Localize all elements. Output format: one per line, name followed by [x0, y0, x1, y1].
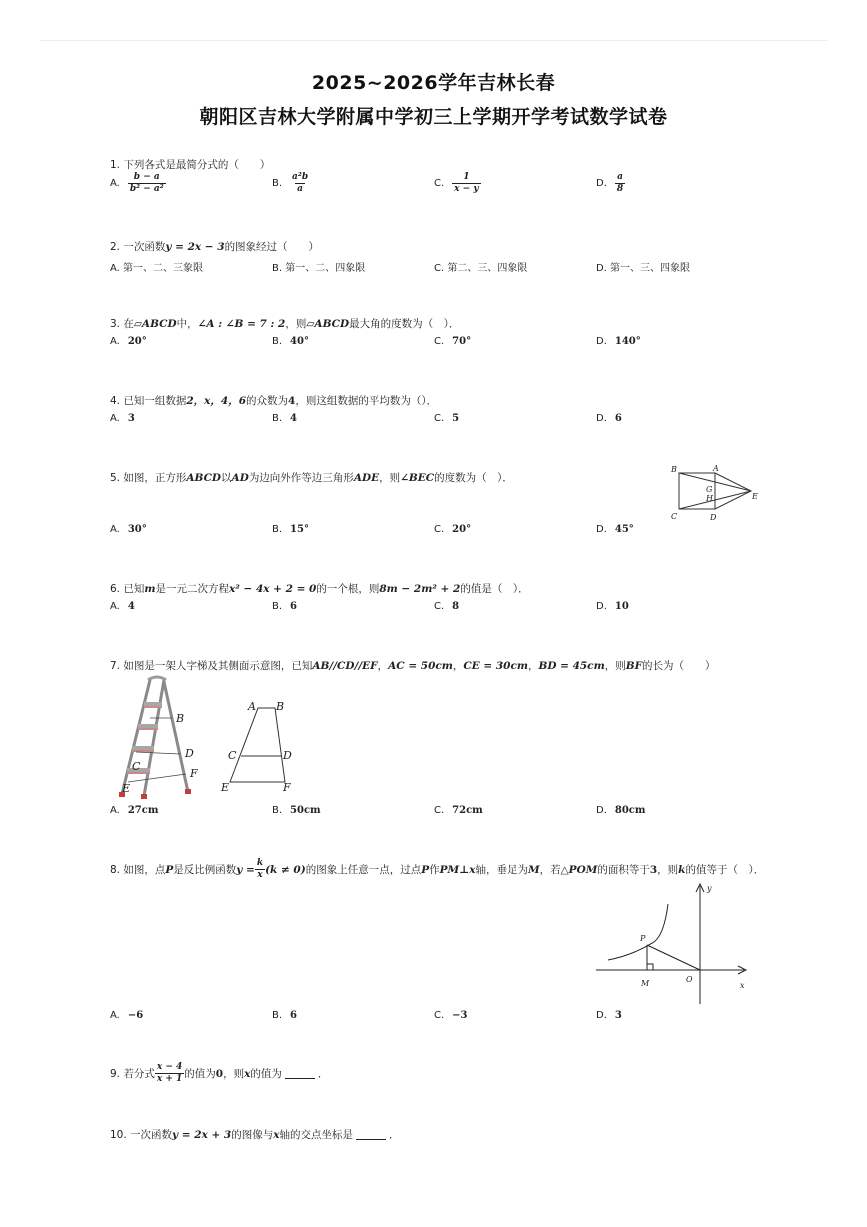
q3-option-b[interactable]: B. 40° [272, 336, 309, 347]
q4-option-a[interactable]: A. 3 [110, 413, 135, 424]
question-5: 5. 如图，正方形ABCD以AD为边向外作等边三角形ADE，则∠BEC的度数为（ ）． [110, 472, 513, 484]
q2-option-c[interactable]: C. 第二、三、四象限 [434, 263, 528, 274]
option-label: D. [596, 178, 607, 189]
q5-option-d[interactable]: D. 45° [596, 524, 634, 535]
label-d: D [710, 513, 717, 522]
q8-option-d[interactable]: D. 3 [596, 1010, 622, 1021]
q8-option-b[interactable]: B. 6 [272, 1010, 298, 1021]
label-b: B [671, 465, 677, 474]
photo-label-c: C [132, 760, 141, 773]
title-line1: 2025~2026学年吉林长春 [311, 72, 556, 94]
question-3: 3. 在▱ABCD中，∠A : ∠B = 7 : 2，则▱ABCD最大角的度数为（ ）． [110, 318, 460, 330]
axis-label-y: y [707, 884, 712, 893]
answer-blank[interactable] [285, 1069, 315, 1079]
option-label: A. [110, 178, 120, 189]
option-label: B. [272, 178, 283, 189]
option-label: C. [434, 178, 445, 189]
diagram-label-f: F [283, 781, 291, 794]
point-label-p: P [640, 934, 646, 943]
q7-option-c[interactable]: C. 72cm [434, 805, 483, 816]
diagram-label-b: B [276, 700, 285, 713]
fraction: $\frac{k}{x}$ [256, 858, 264, 880]
q4-option-d[interactable]: D. 6 [596, 413, 622, 424]
question-8: 8. 如图，点 P 是反比例函数 y = $\frac{k}{x}$ (k ≠ 0) 的图象上任意一点，过点 P 作 PM⊥x 轴，垂足为 M ，若 △POM 的面积等于 3 ，则 k 的值等于（ ）． [110, 858, 765, 880]
label-a: A [713, 464, 719, 473]
label-h: H [706, 494, 713, 503]
diagram-label-a: A [248, 700, 256, 713]
fraction: $\frac{a}{8}$ [616, 172, 624, 194]
q6-option-a[interactable]: A. 4 [110, 601, 135, 612]
question-6: 6. 已知m是一元二次方程x² − 4x + 2 = 0的一个根，则8m − 2m² + 2的值是（ ）． [110, 583, 529, 595]
q2-option-b[interactable]: B. 第一、二、四象限 [272, 263, 366, 274]
label-e: E [752, 492, 758, 501]
q4-option-b[interactable]: B. 4 [272, 413, 298, 424]
square-triangle-figure [668, 462, 763, 524]
fraction: $\frac{1}{x - y}$ [454, 172, 479, 194]
q1-option-a[interactable] [110, 172, 166, 195]
q4-option-c[interactable]: C. 5 [434, 413, 460, 424]
q3-option-d[interactable]: D. 140° [596, 336, 641, 347]
fraction: $\frac{x - 4}{x + 1}$ [156, 1062, 183, 1084]
title-line2: 朝阳区吉林大学附属中学初三上学期开学考试数学试卷 [199, 106, 668, 128]
q1-option-d[interactable] [596, 172, 625, 195]
label-g: G [706, 485, 713, 494]
point-label-m: M [641, 979, 650, 988]
q2-option-a[interactable]: A. 第一、二、三象限 [110, 263, 204, 274]
ladder-side-diagram [215, 696, 305, 796]
q5-option-a[interactable]: A. 30° [110, 524, 147, 535]
question-9: 9. 若分式 $\frac{x - 4}{x + 1}$ 的值为 0 ，则 x 的值为 ． [110, 1062, 329, 1084]
diagram-label-e: E [221, 781, 230, 794]
q6-option-d[interactable]: D. 10 [596, 601, 629, 612]
q7-option-d[interactable]: D. 80cm [596, 805, 646, 816]
q3-option-a[interactable]: A. 20° [110, 336, 147, 347]
q8-option-a[interactable]: A. −6 [110, 1010, 144, 1021]
question-10: 10. 一次函数 y = 2x + 3 的图像与 x 轴的交点坐标是 ． [110, 1128, 400, 1141]
q6-option-b[interactable]: B. 6 [272, 601, 298, 612]
q2-option-d[interactable]: D. 第一、三、四象限 [596, 263, 691, 274]
question-2: 2. 一次函数y = 2x − 3的图象经过（ ） [110, 241, 320, 253]
question-1: 1. 下列各式是最简分式的（ ） [110, 159, 271, 171]
q8-option-c[interactable]: C. −3 [434, 1010, 468, 1021]
q3-option-c[interactable]: C. 70° [434, 336, 472, 347]
answer-blank[interactable] [356, 1130, 386, 1140]
photo-label-b: B [176, 712, 185, 725]
q1-option-b[interactable] [272, 172, 310, 195]
axis-label-x: x [740, 981, 745, 990]
diagram-label-d: D [283, 749, 292, 762]
question-4: 4. 已知一组数据2，x，4，6的众数为4，则这组数据的平均数为（）． [110, 395, 438, 407]
photo-label-d: D [185, 747, 194, 760]
ladder-photo [110, 674, 202, 802]
label-c: C [671, 512, 678, 521]
fraction: $\frac{b - a}{\text{b² − a²}}$ [129, 172, 164, 194]
q1-option-c[interactable] [434, 172, 481, 195]
q6-option-c[interactable]: C. 8 [434, 601, 460, 612]
q5-option-b[interactable]: B. 15° [272, 524, 309, 535]
hyperbola-figure [594, 880, 754, 1006]
top-divider [40, 40, 827, 41]
point-label-o: O [686, 975, 693, 984]
photo-label-f: F [190, 767, 198, 780]
fraction: $\frac{\text{a²b}}{a}$ [292, 172, 309, 194]
q5-option-c[interactable]: C. 20° [434, 524, 472, 535]
question-7: 7. 如图是一架人字梯及其侧面示意图，已知AB//CD//EF，AC = 50cm，CE = 30cm，BD = 45cm，则BF的长为（ ） [110, 660, 716, 672]
diagram-label-c: C [228, 749, 237, 762]
photo-label-e: E [122, 782, 131, 795]
q7-option-a[interactable]: A. 27cm [110, 805, 159, 816]
q7-option-b[interactable]: B. 50cm [272, 805, 321, 816]
